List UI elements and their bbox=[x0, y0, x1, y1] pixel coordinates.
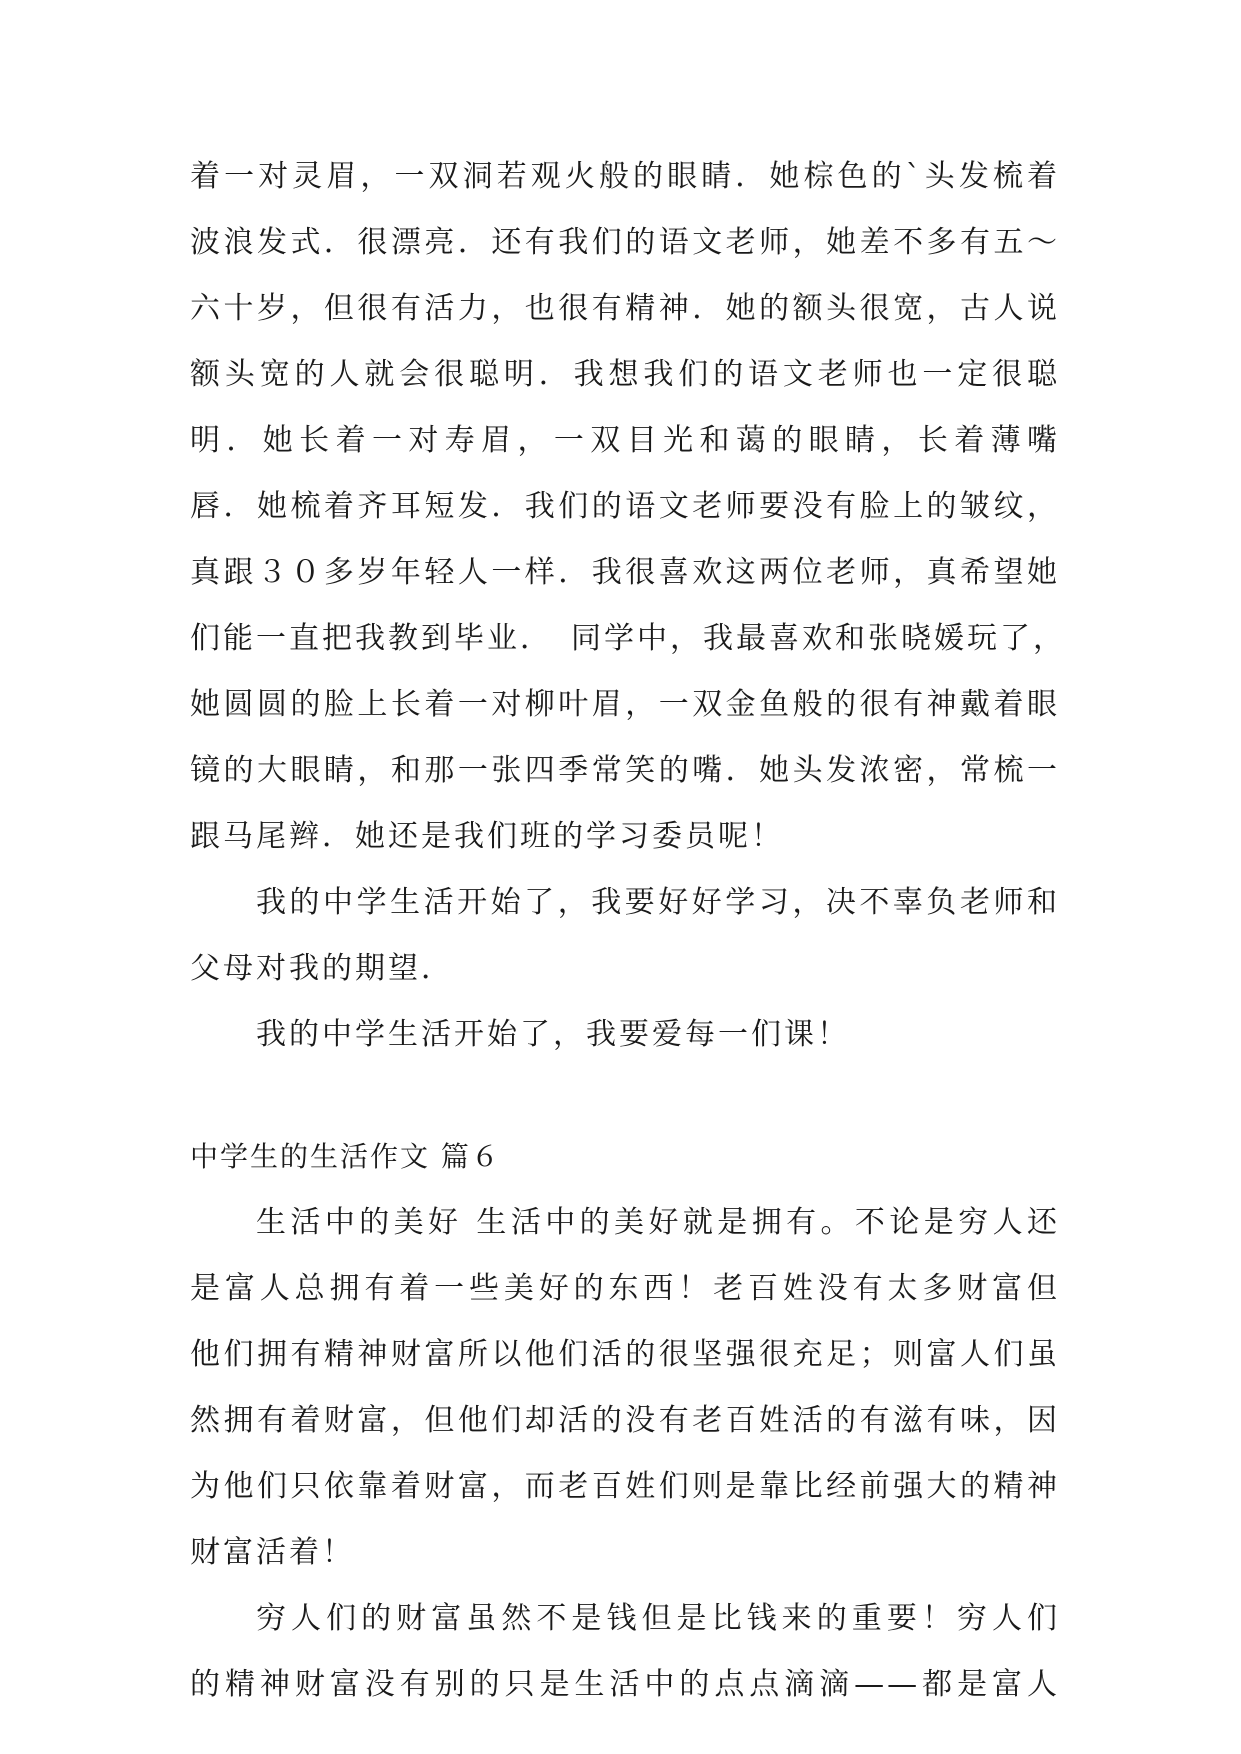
paragraph-beauty-of-life bbox=[190, 1206, 1060, 1570]
text-line: 生活中的美好 生活中的美好就是拥有。不论是穷人还 bbox=[256, 1205, 1060, 1240]
text-line: 着一对灵眉，一双洞若观火般的眼睛．她棕色的`头发梳着 bbox=[190, 159, 1060, 194]
text-line: 穷人们的财富虽然不是钱但是比钱来的重要！穷人们 bbox=[256, 1601, 1060, 1636]
text-line: 我的中学生活开始了，我要爱每一们课！ bbox=[256, 1017, 850, 1052]
text-line: 额头宽的人就会很聪明．我想我们的语文老师也一定很聪 bbox=[190, 357, 1060, 392]
text-line: 六十岁，但很有活力，也很有精神．她的额头很宽，古人说 bbox=[190, 291, 1060, 326]
text-line: 波浪发式．很漂亮．还有我们的语文老师，她差不多有五～ bbox=[190, 225, 1060, 260]
section-title: 中学生的生活作文 篇６ bbox=[190, 1140, 501, 1173]
text-line: 跟马尾辫．她还是我们班的学习委员呢！ bbox=[190, 819, 784, 854]
paragraph-spiritual-wealth bbox=[190, 1602, 1060, 1702]
text-line: 的精神财富没有别的只是生活中的点点滴滴——都是富人 bbox=[190, 1667, 1060, 1702]
text-line: 我的中学生活开始了，我要好好学习，决不辜负老师和 bbox=[256, 885, 1060, 920]
text-line: 明．她长着一对寿眉，一双目光和蔼的眼睛，长着薄嘴 bbox=[190, 423, 1060, 458]
text-line: 为他们只依靠着财富，而老百姓们则是靠比经前强大的精神 bbox=[190, 1469, 1060, 1504]
paragraph-continuation bbox=[190, 159, 1066, 854]
text-line: 财富活着！ bbox=[190, 1535, 355, 1570]
text-line: 真跟３０多岁年轻人一样．我很喜欢这两位老师，真希望她 bbox=[190, 555, 1060, 590]
paragraph-love-classes bbox=[190, 1018, 1060, 1052]
text-line: 然拥有着财富，但他们却活的没有老百姓活的有滋有味，因 bbox=[190, 1403, 1060, 1438]
text-line: 是富人总拥有着一些美好的东西！老百姓没有太多财富但 bbox=[190, 1271, 1060, 1306]
document-body bbox=[190, 159, 1066, 1734]
text-line: 她圆圆的脸上长着一对柳叶眉，一双金鱼般的很有神戴着眼 bbox=[190, 687, 1060, 722]
text-line: 们能一直把我教到毕业． 同学中，我最喜欢和张晓媛玩了， bbox=[190, 621, 1066, 656]
text-line: 他们拥有精神财富所以他们活的很坚强很充足；则富人们虽 bbox=[190, 1337, 1060, 1372]
text-line: 镜的大眼睛，和那一张四季常笑的嘴．她头发浓密，常梳一 bbox=[190, 753, 1060, 788]
section-spacer bbox=[190, 1084, 1060, 1100]
text-line: 唇．她梳着齐耳短发．我们的语文老师要没有脸上的皱纹， bbox=[190, 489, 1060, 524]
paragraph-study-resolve bbox=[190, 886, 1060, 986]
text-line: 父母对我的期望． bbox=[190, 951, 454, 986]
